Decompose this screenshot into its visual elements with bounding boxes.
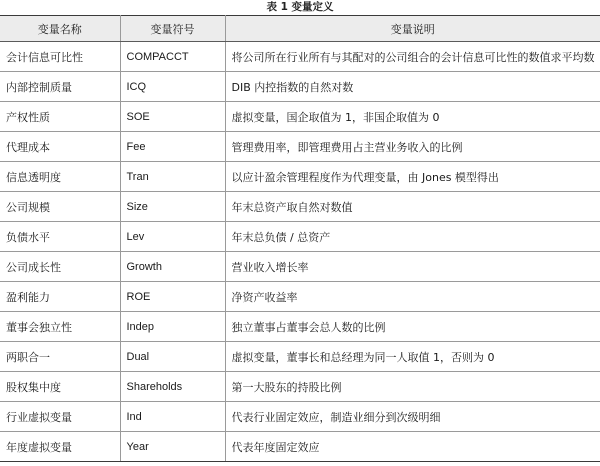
variable-description-cell: 代表年度固定效应: [225, 432, 600, 462]
variable-name-cell: 负债水平: [0, 222, 120, 252]
variable-definition-table: [0, 15, 600, 462]
table-row: [0, 282, 600, 312]
table-row: [0, 72, 600, 102]
table-row: [0, 402, 600, 432]
variable-description-cell: 营业收入增长率: [225, 252, 600, 282]
variable-description-cell: DIB 内控指数的自然对数: [225, 72, 600, 102]
variable-symbol-cell: Indep: [120, 312, 225, 342]
header-row: [0, 16, 600, 42]
variable-description-cell: 独立董事占董事会总人数的比例: [225, 312, 600, 342]
variable-description-cell: 第一大股东的持股比例: [225, 372, 600, 402]
table-body: [0, 42, 600, 462]
variable-symbol-cell: Shareholds: [120, 372, 225, 402]
table-header: [0, 16, 600, 42]
variable-description-cell: 虚拟变量，国企取值为 1，非国企取值为 0: [225, 102, 600, 132]
variable-symbol-cell: Dual: [120, 342, 225, 372]
variable-description-cell: 代表行业固定效应，制造业细分到次级明细: [225, 402, 600, 432]
variable-symbol-cell: Size: [120, 192, 225, 222]
variable-name-cell: 年度虚拟变量: [0, 432, 120, 462]
header-variable-description: 变量说明: [225, 16, 600, 42]
variable-description-cell: 将公司所在行业所有与其配对的公司组合的会计信息可比性的数值求平均数: [225, 42, 600, 72]
variable-name-cell: 内部控制质量: [0, 72, 120, 102]
table-row: [0, 192, 600, 222]
variable-symbol-cell: Lev: [120, 222, 225, 252]
table-row: [0, 432, 600, 462]
variable-name-cell: 代理成本: [0, 132, 120, 162]
table-row: [0, 42, 600, 72]
variable-name-cell: 行业虚拟变量: [0, 402, 120, 432]
variable-symbol-cell: ICQ: [120, 72, 225, 102]
table-row: [0, 252, 600, 282]
table-row: [0, 102, 600, 132]
variable-description-cell: 年末总资产取自然对数值: [225, 192, 600, 222]
table-row: [0, 222, 600, 252]
table-row: [0, 132, 600, 162]
variable-name-cell: 信息透明度: [0, 162, 120, 192]
variable-symbol-cell: SOE: [120, 102, 225, 132]
variable-symbol-cell: Ind: [120, 402, 225, 432]
variable-description-cell: 年末总负债 / 总资产: [225, 222, 600, 252]
variable-symbol-cell: Year: [120, 432, 225, 462]
variable-name-cell: 董事会独立性: [0, 312, 120, 342]
variable-description-cell: 管理费用率，即管理费用占主营业务收入的比例: [225, 132, 600, 162]
variable-description-cell: 虚拟变量，董事长和总经理为同一人取值 1，否则为 0: [225, 342, 600, 372]
variable-description-cell: 以应计盈余管理程度作为代理变量，由 Jones 模型得出: [225, 162, 600, 192]
variable-symbol-cell: COMPACCT: [120, 42, 225, 72]
table-row: [0, 342, 600, 372]
variable-symbol-cell: Growth: [120, 252, 225, 282]
variable-name-cell: 产权性质: [0, 102, 120, 132]
variable-name-cell: 股权集中度: [0, 372, 120, 402]
table-row: [0, 312, 600, 342]
table-row: [0, 372, 600, 402]
variable-symbol-cell: Tran: [120, 162, 225, 192]
variable-name-cell: 公司成长性: [0, 252, 120, 282]
table-caption: 表 1 变量定义: [266, 1, 334, 13]
variable-symbol-cell: ROE: [120, 282, 225, 312]
variable-name-cell: 公司规模: [0, 192, 120, 222]
variable-description-cell: 净资产收益率: [225, 282, 600, 312]
variable-symbol-cell: Fee: [120, 132, 225, 162]
header-variable-name: 变量名称: [0, 16, 120, 42]
table-row: [0, 162, 600, 192]
variable-name-cell: 盈利能力: [0, 282, 120, 312]
header-variable-symbol: 变量符号: [120, 16, 225, 42]
variable-name-cell: 会计信息可比性: [0, 42, 120, 72]
variable-name-cell: 两职合一: [0, 342, 120, 372]
